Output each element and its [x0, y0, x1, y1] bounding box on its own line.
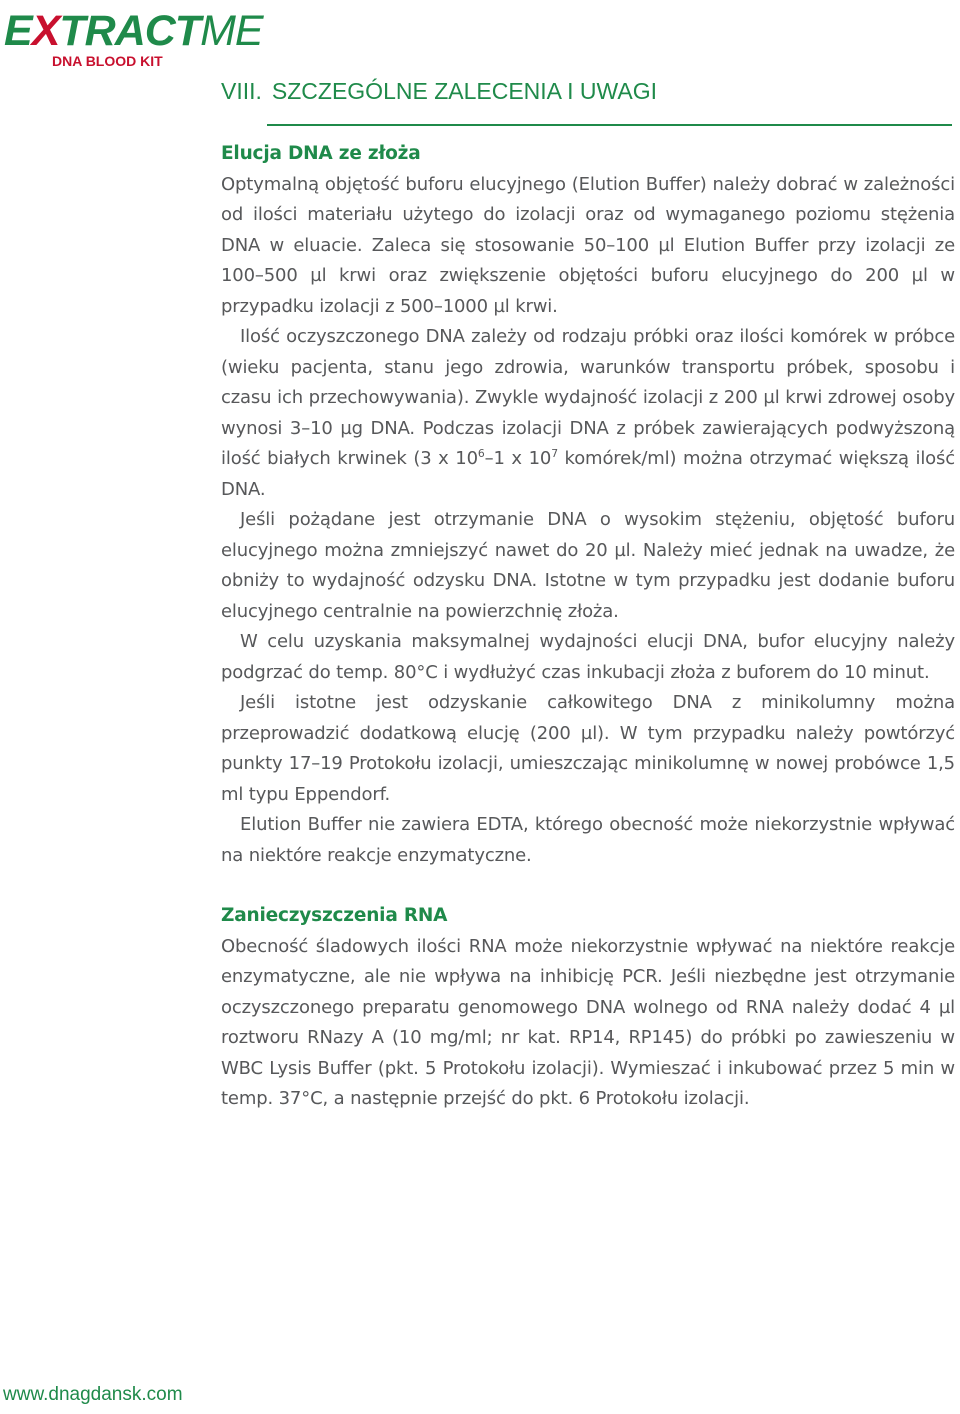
elution-paragraph-5: Jeśli istotne jest odzyskanie całkowitego DNA z minikolumny można przeprowadzić dodatkową elucję (200 µl). W tym przypadku należy powtórzyć punkty 17–19 Protokołu izolacji, umieszczając minikolumnę w nowej probówce 1,5 ml typu Eppendorf.: [221, 692, 955, 805]
rna-paragraph-1: Obecność śladowych ilości RNA może niekorzystnie wpływać na niektóre reakcje enzymatyczne, ale nie wpływa na inhibicję PCR. Jeśli niezbędne jest otrzymanie oczyszczonego preparatu genomowego DNA wolnego od RNA należy dodać 4 µl roztworu RNazy A (10 mg/ml; nr kat. RP14, RP145) do próbki po zawieszeniu w WBC Lysis Buffer (pkt. 5 Protokołu izolacji). Wymieszać i inkubować przez 5 min w temp. 37°C, a następnie przejść do pkt. 6 Protokołu izolacji.: [221, 935, 955, 1109]
section-title-text: SZCZEGÓLNE ZALECENIA I UWAGI: [271, 78, 658, 104]
section-title: [221, 76, 951, 106]
elution-p2-part-c: komórek/ml) można otrzymać większą ilość DNA.: [221, 448, 956, 500]
brand-logo: [4, 7, 263, 70]
logo-wordmark: EXTRACTME: [4, 7, 263, 55]
heading-elution: Elucja DNA ze złoża: [221, 143, 421, 164]
elution-paragraph-4: W celu uzyskania maksymalnej wydajności elucji DNA, bufor elucyjny należy podgrzać do temp. 80°C i wydłużyć czas inkubacji złoża z buforem do 10 minut.: [221, 631, 955, 683]
section-number: VIII.: [221, 78, 262, 104]
heading-rna: Zanieczyszczenia RNA: [221, 905, 448, 926]
elution-p2-part-a: Ilość oczyszczonego DNA zależy od rodzaju próbki oraz ilości komórek w próbce (wieku pacjenta, stanu jego zdrowia, warunków transportu próbek, sposobu i czasu ich przechowywania). Zwykle wydajność izolacji z 200 µl krwi zdrowej osoby wynosi 3–10 µg DNA. Podczas izolacji DNA z próbek zawierających podwyższoną ilość białych krwinek (3 x 10: [221, 326, 955, 469]
elution-paragraph-6: Elution Buffer nie zawiera EDTA, którego obecność może niekorzystnie wpływać na niektóre reakcje enzymatyczne.: [221, 814, 955, 866]
exponent-7: 7: [551, 447, 558, 460]
footer-website-link[interactable]: www.dnagdansk.com: [3, 1384, 183, 1405]
document-body: [221, 139, 955, 1115]
elution-paragraph-3: Jeśli pożądane jest otrzymanie DNA o wysokim stężeniu, objętość buforu elucyjnego można zmniejszyć nawet do 20 µl. Należy mieć jednak na uwadze, że obniży to wydajność odzysku DNA. Istotne w tym przypadku jest dodanie buforu elucyjnego centralnie na powierzchnię złoża.: [221, 509, 955, 622]
exponent-6: 6: [477, 447, 485, 460]
elution-paragraph-2: [221, 322, 955, 505]
elution-p2-part-b: –1 x 10: [484, 448, 552, 469]
section-gap: [221, 871, 955, 901]
section-divider: [267, 124, 952, 126]
elution-paragraph-1: Optymalną objętość buforu elucyjnego (Elution Buffer) należy dobrać w zależności od ilości materiału użytego do izolacji oraz od wymaganego poziomu stężenia DNA w eluacie. Zaleca się stosowanie 50–100 µl Elution Buffer przy izolacji ze 100–500 µl krwi oraz zwiększenie objętości buforu elucyjnego do 200 µl w przypadku izolacji z 500–1000 µl krwi.: [221, 173, 955, 317]
logo-subtitle: DNA BLOOD KIT: [52, 53, 163, 69]
